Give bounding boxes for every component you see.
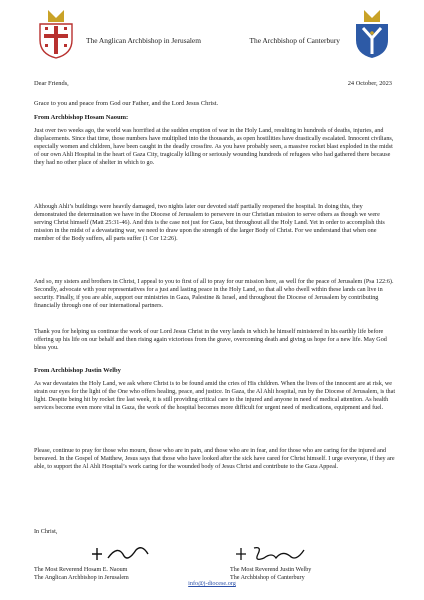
closing-line: In Christ, xyxy=(34,528,58,535)
canterbury-crest-icon xyxy=(350,8,394,60)
signatory-title: The Anglican Archbishop in Jerusalem xyxy=(34,575,129,581)
naoum-paragraph-3 xyxy=(34,278,396,310)
jerusalem-office-title: The Anglican Archbishop in Jerusalem xyxy=(86,36,201,45)
contact-email-link[interactable]: info@j-diocese.org xyxy=(188,580,236,587)
naoum-paragraph-2 xyxy=(34,203,396,243)
naoum-signature-icon xyxy=(88,540,158,566)
welby-paragraph-2 xyxy=(34,447,396,471)
paragraph-text: Although Ahli’s buildings were heavily damaged, two nights later our devoted staff partially reopened the hospital. In doing this, they demonstrated the determination we have in the Diocese of Jerusalem to persevere in our Christian mission to serve others as though we were serving Christ himself (Matt 25:31-46). And this is the case not just for Gaza, but throughout all the Holy Land. Yet in order to accomplish this mission in the midst of a devastating war, we need to draw upon the strength of the larger Body of Christ. For we understand that when one member of the Body suffers, all parts suffer (1 Cor 12:26). xyxy=(34,204,385,243)
naoum-paragraph-4 xyxy=(34,328,396,352)
signatory-title: The Archbishop of Canterbury xyxy=(230,575,305,581)
paragraph-text: Please, continue to pray for those who mourn, those who are in pain, and those who are in fear, and for those who are caring for the injured and bereaved. In the Gospel of Matthew, Jesus says that those who have looked after the sick have cared for Christ himself. I urge everyone, if they are able, to support the Al Ahli Hospital’s work caring for the wounded body of Jesus Christ and contribute to the Gaza Appeal. xyxy=(34,448,395,471)
welby-paragraph-1 xyxy=(34,380,396,412)
section-heading-welby: From Archbishop Justin Welby xyxy=(34,367,121,374)
paragraph-text: Just over two weeks ago, the world was horrified at the sudden eruption of war in the Holy Land, resulting in hundreds of deaths, injuries, and displacements. Since that time, those numbers have multiplied into the thousands, as open hostilities have drastically escalated. Innocent civilians, especially women and children, have been caught in the deadly crossfire. As you have probably seen, a massive rocket blast exploded in the midst of our own Ahli Hospital in the heart of Gaza City, tragically killing or seriously wounding hundreds of refugees who had gathered there because they had no other place of shelter in which to go. xyxy=(34,128,394,167)
paragraph-text: As war devastates the Holy Land, we ask where Christ is to be found amid the cries of His children. When the lives of the innocent are at risk, we strain our eyes for the light of the One who offers healing, peace, and justice. In Gaza, the Al Ahli hospital, run by the Diocese of Jerusalem, is that light. Despite being hit by rocket fire last week, it is still providing critical care to the injured and anyone in need of medical attention. As health services become even more vital in Gaza, the work of the hospital becomes more difficult for urgent need of medications, equipment and fuel. xyxy=(34,381,396,412)
letter-date: 24 October, 2023 xyxy=(347,80,392,87)
section-heading-naoum: From Archbishop Hosam Naoum: xyxy=(34,114,129,121)
salutation: Dear Friends, xyxy=(34,80,69,87)
greeting-line: Grace to you and peace from God our Father, and the Lord Jesus Christ. xyxy=(34,100,219,107)
canterbury-office-title: The Archbishop of Canterbury xyxy=(249,36,340,45)
jerusalem-crest-icon xyxy=(34,8,78,60)
signatory-name: The Most Reverend Hosam E. Naoum xyxy=(34,567,128,573)
welby-signature-icon xyxy=(232,540,312,566)
paragraph-text: And so, my sisters and brothers in Christ, I appeal to you to first of all to pray for our mission here, as well for the peace of Jerusalem (Psa 122:6). Secondly, advocate with your representatives for a just and lasting peace in the Holy Land, so that all who dwell within these lands can live in security. Finally, if you are able, support our ministries in Gaza, Palestine & Israel, and throughout the Diocese of Jerusalem by contributing financially through one of our international partners. xyxy=(34,279,394,310)
signatory-name: The Most Reverend Justin Welby xyxy=(230,567,312,573)
naoum-paragraph-1 xyxy=(34,127,396,167)
paragraph-text: Thank you for helping us continue the work of our Lord Jesus Christ in the very lands in which he himself ministered in his earthly life before offering up his life on our behalf and then rising again victorious from the grave, overcoming death and giving us hope for a new life. May God bless you. xyxy=(34,329,387,352)
